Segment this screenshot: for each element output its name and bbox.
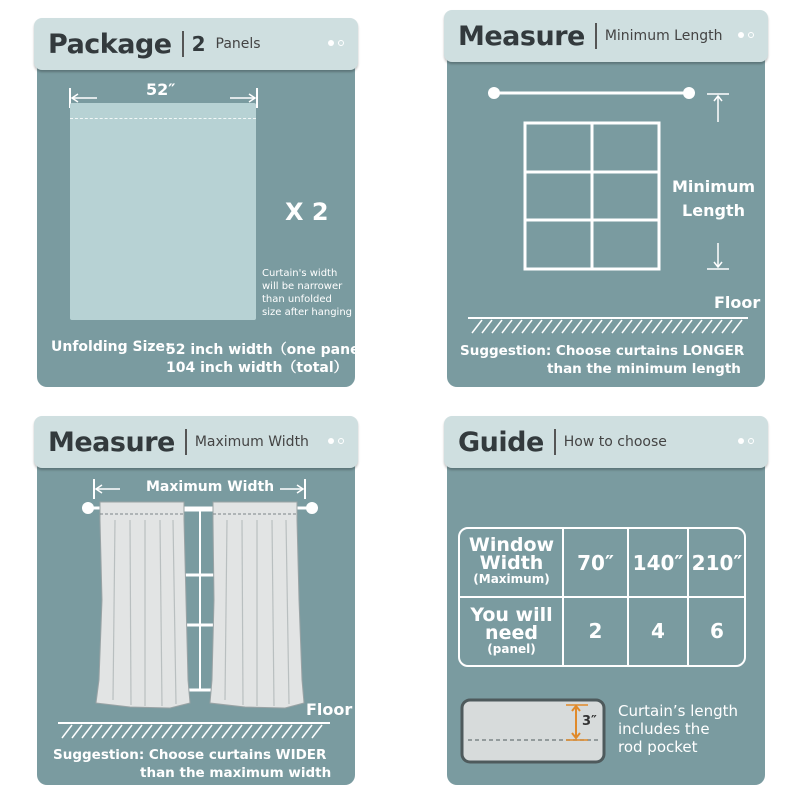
panel-count: 2 xyxy=(191,32,206,56)
rod-pocket-note-line: rod pocket xyxy=(618,738,698,756)
rod-pocket-note-line: Curtain’s length xyxy=(618,702,739,720)
rod-pocket-note-line: includes the xyxy=(618,720,710,738)
length-suggestion-line2: than the minimum length xyxy=(547,361,741,377)
row-header-note: (Maximum) xyxy=(473,572,550,586)
floor-label: Floor xyxy=(306,700,353,719)
measure-width-subtitle: Maximum Width xyxy=(194,434,309,450)
table-cell-panels: 6 xyxy=(710,619,724,643)
package-title: Package xyxy=(48,28,172,60)
minimum-length-line: Minimum xyxy=(672,177,756,196)
panel-unit: Panels xyxy=(215,36,261,52)
row-header-line: Window xyxy=(468,534,555,556)
table-cell-panels: 2 xyxy=(588,619,603,643)
row-header-note: (panel) xyxy=(487,642,536,656)
rod-pocket-value: 3″ xyxy=(582,714,597,729)
maximum-width-label: Maximum Width xyxy=(146,479,275,495)
multiplier-label: X 2 xyxy=(285,198,329,226)
measure-length-subtitle: Minimum Length xyxy=(604,28,723,44)
width-note-line: will be narrower xyxy=(262,281,343,292)
unfold-size-label: Unfolding Size: xyxy=(51,339,171,355)
table-cell-width: 140″ xyxy=(632,551,684,575)
row-header-line: You will xyxy=(470,604,553,626)
measure-length-title: Measure xyxy=(458,20,585,52)
width-note-line: than unfolded xyxy=(262,294,332,305)
measure-width-title: Measure xyxy=(48,426,175,458)
row-header-line: Width xyxy=(479,552,544,574)
panel-width-label: 52″ xyxy=(146,80,176,99)
width-suggestion-line2: than the maximum width xyxy=(140,765,332,781)
width-note-line: size after hanging xyxy=(262,307,353,318)
guide-title: Guide xyxy=(458,426,544,458)
length-suggestion-line1: Suggestion: Choose curtains LONGER xyxy=(460,343,745,359)
unfold-size-one-panel: 52 inch width（one panel） xyxy=(166,342,379,358)
row-header-line: need xyxy=(485,622,538,644)
width-suggestion-line1: Suggestion: Choose curtains WIDER xyxy=(53,747,327,763)
guide-subtitle: How to choose xyxy=(563,434,667,450)
floor-label: Floor xyxy=(714,293,761,312)
table-cell-width: 210″ xyxy=(691,551,743,575)
rod-pocket-note xyxy=(618,702,738,756)
width-note-line: Curtain's width xyxy=(262,268,338,279)
table-cell-width: 70″ xyxy=(577,551,614,575)
unfold-size-total: 104 inch width（total） xyxy=(166,360,348,376)
minimum-length-line: Length xyxy=(682,201,745,220)
table-cell-panels: 4 xyxy=(651,619,665,643)
